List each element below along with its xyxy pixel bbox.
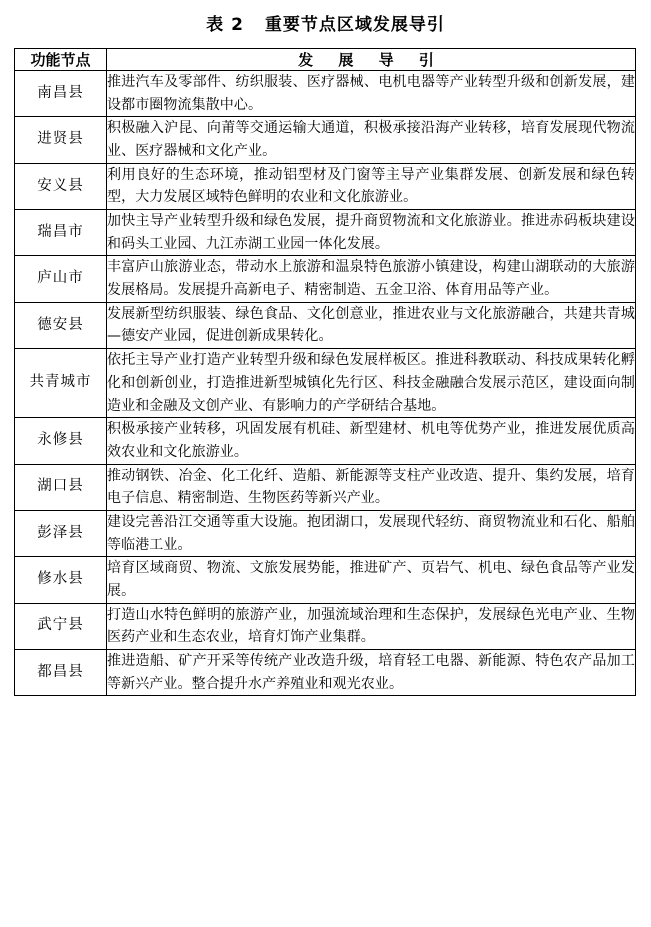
cell-guide: 依托主导产业打造产业转型升级和绿色发展样板区。推进科教联动、科技成果转化孵化和创新创业，打造推进新型城镇化先行区、科技金融融合发展示范区，建设面向制造业和金融及文创产业、有影响力的产学研结合基地。 <box>107 349 636 418</box>
development-guide-table <box>14 48 636 696</box>
cell-node: 修水县 <box>15 557 107 603</box>
cell-guide: 推动钢铁、冶金、化工化纤、造船、新能源等支柱产业改造、提升、集约发展，培育电子信息、精密制造、生物医药等新兴产业。 <box>107 464 636 510</box>
cell-guide: 培育区域商贸、物流、文旅发展势能，推进矿产、页岩气、机电、绿色食品等产业发展。 <box>107 557 636 603</box>
cell-node: 武宁县 <box>15 603 107 649</box>
column-header-node: 功能节点 <box>15 49 107 71</box>
table-row <box>15 117 636 163</box>
table-row <box>15 349 636 418</box>
table-row <box>15 418 636 464</box>
table-title-text: 重要节点区域发展导引 <box>264 15 445 35</box>
cell-node: 进贤县 <box>15 117 107 163</box>
table-row <box>15 256 636 302</box>
cell-guide: 建设完善沿江交通等重大设施。抱团湖口，发展现代轻纺、商贸物流业和石化、船舶等临港工业。 <box>107 510 636 556</box>
cell-node: 都昌县 <box>15 649 107 695</box>
cell-node: 南昌县 <box>15 71 107 117</box>
cell-node: 瑞昌市 <box>15 210 107 256</box>
table-row <box>15 163 636 209</box>
cell-guide: 打造山水特色鲜明的旅游产业，加强流域治理和生态保护，发展绿色光电产业、生物医药产业和生态农业，培育灯饰产业集群。 <box>107 603 636 649</box>
table-row <box>15 464 636 510</box>
table-row <box>15 302 636 348</box>
table-body <box>15 71 636 696</box>
cell-guide: 推进造船、矿产开采等传统产业改造升级，培育轻工电器、新能源、特色农产品加工等新兴产业。整合提升水产养殖业和观光农业。 <box>107 649 636 695</box>
table-number: 表 2 <box>206 15 244 35</box>
table-row <box>15 71 636 117</box>
cell-node: 共青城市 <box>15 349 107 418</box>
cell-node: 彭泽县 <box>15 510 107 556</box>
cell-node: 庐山市 <box>15 256 107 302</box>
column-header-guide: 发 展 导 引 <box>107 49 636 71</box>
cell-guide: 利用良好的生态环境，推动铝型材及门窗等主导产业集群发展、创新发展和绿色转型，大力发展区域特色鲜明的农业和文化旅游业。 <box>107 163 636 209</box>
cell-guide: 推进汽车及零部件、纺织服装、医疗器械、电机电器等产业转型升级和创新发展，建设都市圈物流集散中心。 <box>107 71 636 117</box>
table-header-row <box>15 49 636 71</box>
cell-guide: 丰富庐山旅游业态，带动水上旅游和温泉特色旅游小镇建设，构建山湖联动的大旅游发展格局。发展提升高新电子、精密制造、五金卫浴、体育用品等产业。 <box>107 256 636 302</box>
cell-guide: 积极融入沪昆、向莆等交通运输大通道，积极承接沿海产业转移，培育发展现代物流业、医疗器械和文化产业。 <box>107 117 636 163</box>
table-row <box>15 210 636 256</box>
cell-guide: 发展新型纺织服装、绿色食品、文化创意业，推进农业与文化旅游融合，共建共青城—德安产业园，促进创新成果转化。 <box>107 302 636 348</box>
cell-node: 德安县 <box>15 302 107 348</box>
table-title <box>14 14 637 36</box>
table-row <box>15 649 636 695</box>
table-row <box>15 603 636 649</box>
cell-node: 永修县 <box>15 418 107 464</box>
cell-guide: 加快主导产业转型升级和绿色发展，提升商贸物流和文化旅游业。推进赤码板块建设和码头工业园、九江赤湖工业园一体化发展。 <box>107 210 636 256</box>
table-row <box>15 557 636 603</box>
cell-guide: 积极承接产业转移，巩固发展有机硅、新型建材、机电等优势产业，推进发展优质高效农业和文化旅游业。 <box>107 418 636 464</box>
cell-node: 湖口县 <box>15 464 107 510</box>
table-row <box>15 510 636 556</box>
cell-node: 安义县 <box>15 163 107 209</box>
